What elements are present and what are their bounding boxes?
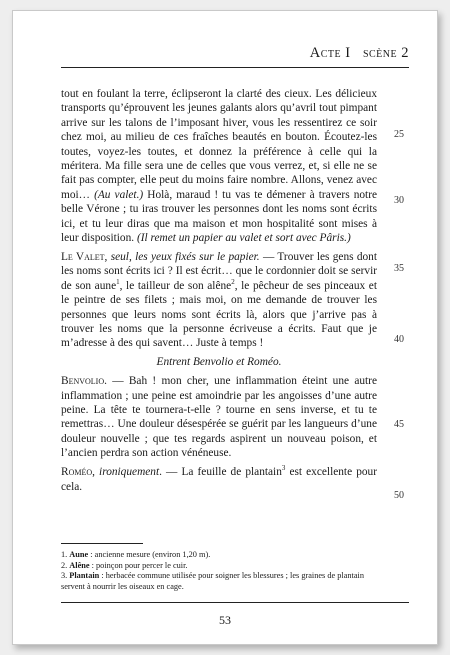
play-text xyxy=(61,87,377,498)
footer-rule xyxy=(61,602,409,603)
line-number: 45 xyxy=(394,419,404,430)
footnotes xyxy=(61,550,379,592)
footnote: 2. Alêne : poinçon pour percer le cuir. xyxy=(61,560,188,570)
line-number: 35 xyxy=(394,263,404,274)
footnote: 3. Plantain : herbacée commune utilisée pour soigner les blessures ; les graines de plantain servent à nourrir les oiseaux en cage. xyxy=(61,571,364,591)
speech-paragraph: Le Valet, seul, les yeux fixés sur le papier. — Trouver les gens dont les noms sont écrits ici ? Il est écrit… que le cordonnier doit se servir de son aune$^1$, le tailleur de son alêne$^2$, le pêcheur de ses pinceaux et le peintre de ses filets ; mais moi, on me demande de trouver les personnes que leurs noms sont écrits là, alors que j’arrive pas à trouver les noms que la personne écriveuse a écrits. Faut que je m’adresse à des qui savent… Juste à temps ! xyxy=(61,250,377,350)
speech-paragraph: tout en foulant la terre, éclipseront la clarté des cieux. Les délicieux transports qu’éprouvent les jeunes galants alors qu’avril tout pimpant arrive sur les talons de l’imposant hiver, vous les ressentirez ce soir chez moi, au milieu de ces fraîches beautés en bouton. Écoutez-les toutes, voyez-les toutes, et donnez la préférence à celle qui la méritera. Ma fille sera une de celles que vous verrez, et, si elle ne se fait pas compter, elle peut du moins faire nombre. Allons, venez avec moi… (Au valet.) Holà, maraud ! tu vas te démener à travers notre belle Vérone ; tu iras trouver les personnes dont les noms sont écrits ici, et tu leur diras que ma maison et mon hospitalité sont mises à leur disposition. (Il remet un papier au valet et sort avec Pâris.) xyxy=(61,88,378,245)
header-scene: scène 2 xyxy=(362,45,409,61)
footnote: 1. Aune : ancienne mesure (environ 1,20 m). xyxy=(61,550,211,559)
header-act: Acte I xyxy=(309,45,351,61)
line-number: 50 xyxy=(394,490,404,501)
line-number: 30 xyxy=(394,195,404,206)
stage-direction: Entrent Benvolio et Roméo. xyxy=(156,356,282,369)
running-header xyxy=(310,45,409,62)
footnote-rule xyxy=(61,543,143,544)
line-number: 25 xyxy=(394,129,404,140)
speech-paragraph: Roméo, ironiquement. — La feuille de plantain$^3$ est excellente pour cela. xyxy=(61,464,377,493)
book-page xyxy=(12,10,438,645)
page-number: 53 xyxy=(219,613,231,627)
speech-paragraph: Benvolio. — Bah ! mon cher, une inflammation éteint une autre inflammation ; une peine est amoindrie par les angoisses d’une autre peine. La tête te tournera-t-elle ? tourne en sens inverse, et tu te remettras… Une douleur désespérée se guérit par les langueurs d’une douleur nouvelle ; que tes regards aspirent un nouveau poison, et l’ancien perdra son action vénéneuse. xyxy=(61,375,377,460)
header-rule xyxy=(61,67,409,68)
line-number: 40 xyxy=(394,334,404,345)
